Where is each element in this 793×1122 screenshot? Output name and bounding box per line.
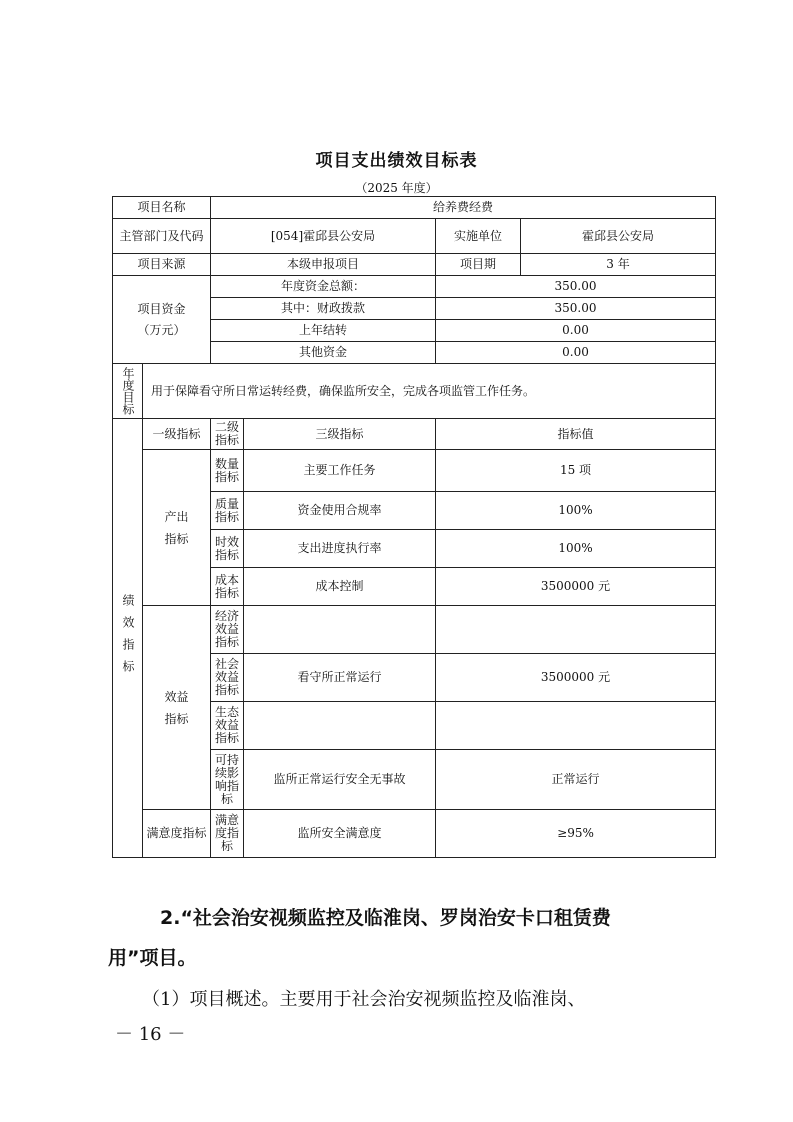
source-label: 项目来源 xyxy=(113,254,211,276)
level2-cell: 质量指标 xyxy=(211,492,244,530)
satisfaction-label: 满意度指标 xyxy=(143,810,211,858)
table-row xyxy=(113,364,716,419)
table-row xyxy=(113,450,716,492)
value-cell: 100% xyxy=(436,530,716,568)
table-row xyxy=(113,276,716,298)
table-title: 项目支出绩效目标表 xyxy=(315,151,478,171)
performance-goal-table xyxy=(112,196,716,858)
project-name-value: 给养费经费 xyxy=(211,197,716,219)
source-value: 本级申报项目 xyxy=(211,254,436,276)
value-cell: 3500000 元 xyxy=(436,654,716,702)
table-row xyxy=(113,606,716,654)
output-label: 产出指标 xyxy=(164,509,189,546)
value-cell xyxy=(436,702,716,750)
table-row xyxy=(113,419,716,450)
impl-unit-label: 实施单位 xyxy=(436,219,521,254)
level3-cell: 支出进度执行率 xyxy=(244,530,436,568)
level3-cell: 资金使用合规率 xyxy=(244,492,436,530)
benefit-label: 效益指标 xyxy=(164,689,189,726)
level2-cell: 可持续影响指标 xyxy=(211,750,244,810)
level3-cell xyxy=(244,606,436,654)
dept-label: 主管部门及代码 xyxy=(113,219,211,254)
funds-row-label: 其他资金 xyxy=(211,342,436,364)
section-heading-line1: 2.“社会治安视频监控及临淮岗、罗岗治安卡口租赁费 xyxy=(160,907,611,929)
value-cell: ≥95% xyxy=(436,810,716,858)
body-paragraph: （1）项目概述。主要用于社会治安视频监控及临淮岗、 xyxy=(142,989,586,1010)
value-cell xyxy=(436,606,716,654)
table-row xyxy=(113,197,716,219)
annual-goal-text: 用于保障看守所日常运转经费，确保监所安全，完成各项监管工作任务。 xyxy=(143,364,716,419)
header-level2: 二级指标 xyxy=(211,419,244,450)
project-name-label: 项目名称 xyxy=(113,197,211,219)
header-value: 指标值 xyxy=(436,419,716,450)
section-heading-line2: 用”项目。 xyxy=(108,947,197,969)
table-row xyxy=(113,254,716,276)
funds-row-value: 0.00 xyxy=(436,342,716,364)
output-label-cell xyxy=(143,450,211,606)
benefit-label-cell xyxy=(143,606,211,810)
level2-cell: 数量指标 xyxy=(211,450,244,492)
dept-value: [054]霍邱县公安局 xyxy=(211,219,436,254)
level2-cell: 成本指标 xyxy=(211,568,244,606)
header-level3: 三级指标 xyxy=(244,419,436,450)
funds-row-label: 其中：财政拨款 xyxy=(211,298,436,320)
level2-cell: 生态效益指标 xyxy=(211,702,244,750)
value-cell: 正常运行 xyxy=(436,750,716,810)
impl-unit-value: 霍邱县公安局 xyxy=(521,219,716,254)
funds-row-value: 350.00 xyxy=(436,298,716,320)
funds-label: 项目资金 xyxy=(137,301,186,316)
level2-cell: 时效指标 xyxy=(211,530,244,568)
funds-row-label: 上年结转 xyxy=(211,320,436,342)
value-cell: 15 项 xyxy=(436,450,716,492)
funds-row-value: 350.00 xyxy=(436,276,716,298)
level3-cell: 监所正常运行安全无事故 xyxy=(244,750,436,810)
annual-goal-label: 年度目标 xyxy=(121,367,135,415)
level3-cell xyxy=(244,702,436,750)
value-cell: 100% xyxy=(436,492,716,530)
period-value: 3 年 xyxy=(521,254,716,276)
annual-goal-label-cell xyxy=(113,364,143,419)
table-subtitle: （2025 年度） xyxy=(355,181,438,195)
value-cell: 3500000 元 xyxy=(436,568,716,606)
period-label: 项目期 xyxy=(436,254,521,276)
table-row xyxy=(113,219,716,254)
level3-cell: 监所安全满意度 xyxy=(244,810,436,858)
level2-cell: 社会效益指标 xyxy=(211,654,244,702)
funds-row-label: 年度资金总额： xyxy=(211,276,436,298)
table-row xyxy=(113,810,716,858)
level3-cell: 看守所正常运行 xyxy=(244,654,436,702)
indicators-section-label: 绩效指标 xyxy=(121,594,135,682)
level3-cell: 成本控制 xyxy=(244,568,436,606)
page-number: － 16 － xyxy=(115,1024,186,1045)
indicators-section-cell xyxy=(113,419,143,858)
funds-unit: （万元） xyxy=(137,322,186,337)
level3-cell: 主要工作任务 xyxy=(244,450,436,492)
header-level1: 一级指标 xyxy=(143,419,211,450)
level2-cell: 经济效益指标 xyxy=(211,606,244,654)
level2-cell: 满意度指标 xyxy=(211,810,244,858)
funds-label-cell xyxy=(113,276,211,364)
funds-row-value: 0.00 xyxy=(436,320,716,342)
